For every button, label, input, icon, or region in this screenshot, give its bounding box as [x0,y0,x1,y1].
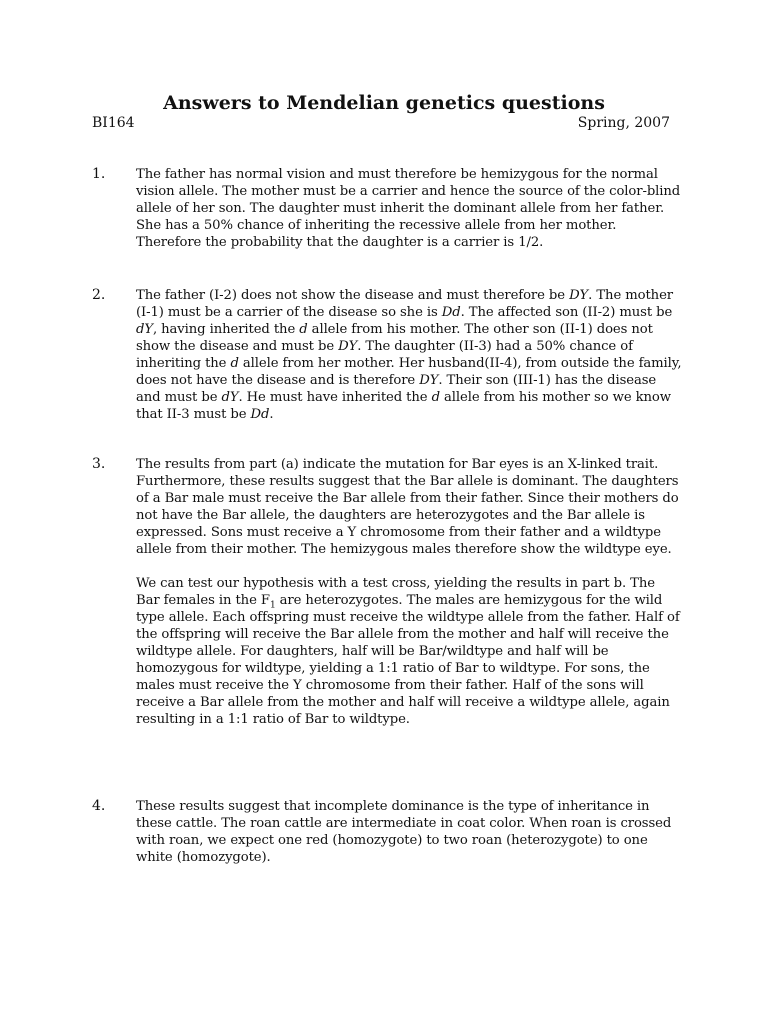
answer-2 [92,287,682,423]
genotype-text: d [230,356,239,371]
answer-paragraph [136,575,682,728]
course-code: BI164 [92,115,135,131]
paragraph-text: are heterozygotes. The males are hemizygous for the wild type allele. Each offspring must receive the wildtype allele from the father. Half of the offspring will receive the Bar allele from the mother and half will receive the wildtype allele. For daughters, half will be Bar/wildtype and half will be homozygous for wildtype, yielding a 1:1 ratio of Bar to wildtype. For sons, the males must receive the Y chromosome from their father. Half of the sons will receive a Bar allele from the mother and half will receive a wildtype allele, again resulting in a 1:1 ratio of Bar to wildtype. [136,593,680,727]
subscript-text: 1 [269,600,276,611]
paragraph-text: The father has normal vision and must therefore be hemizygous for the normal vision allele. The mother must be a carrier and hence the source of the color-blind allele of her son. The daughter must inherit the dominant allele from her father. She has a 50% chance of inheriting the recessive allele from her mother. Therefore the probability that the daughter is a carrier is 1/2. [136,167,681,250]
genotype-text: DY [338,339,358,354]
paragraph-text: , having inherited the [152,322,300,337]
answer-1 [92,166,682,251]
answer-paragraph [136,456,682,558]
page-title: Answers to Mendelian genetics questions [163,92,605,114]
answer-paragraph [136,798,682,866]
answer-number: 2. [92,287,106,303]
paragraph-text: . The affected son (II-2) must be [460,305,673,320]
answer-number: 1. [92,166,106,182]
answer-4 [92,798,682,866]
answer-number: 4. [92,798,106,814]
answer-paragraph [136,287,682,423]
answer-3 [92,456,682,728]
genotype-text: d [299,322,308,337]
genotype-text: dY [136,322,153,337]
paragraph-text: . He must have inherited the [238,390,432,405]
paragraph-text: These results suggest that incomplete dominance is the type of inheritance in these cattle. The roan cattle are intermediate in coat color. When roan is crossed with roan, we expect one red (homozygote) to two roan (heterozygote) to one white (homozygote). [136,799,672,865]
paragraph-text: . The mother (I-1) must be a carrier of the disease so she is [136,288,673,320]
paragraph-text: . The daughter (II-3) had a 50% chance of inheriting the [136,339,633,371]
term-date: Spring, 2007 [577,115,670,131]
paragraph-text: The father (I-2) does not show the disease and must therefore be [136,288,570,303]
answer-number: 3. [92,456,106,472]
genotype-text: Dd [441,305,461,320]
answer-paragraph [136,166,682,251]
paragraph-text: We can test our hypothesis with a test cross, yielding the results in part b. The Bar females in the F [136,576,655,608]
genotype-text: Dd [250,407,270,422]
genotype-text: DY [569,288,589,303]
paragraph-text: . Their son (III-1) has the disease and must be [136,373,657,405]
paragraph-text: allele from his mother so we know that II-3 must be [136,390,671,422]
genotype-text: dY [221,390,239,405]
paragraph-text: . [269,407,274,422]
paragraph-text: The results from part (a) indicate the mutation for Bar eyes is an X-linked trait. Furthermore, these results suggest that the Bar allele is dominant. The daughters of a Bar male must receive the Bar allele from their father. Since their mothers do not have the Bar allele, the daughters are heterozygotes and the Bar allele is expressed. Sons must receive a Y chromosome from their father and a wildtype allele from their mother. The hemizygous males therefore show the wildtype eye. [136,457,679,557]
genotype-text: DY [419,373,439,388]
paragraph-text: allele from his mother. The other son (II-1) does not show the disease and must be [136,322,653,354]
paragraph-text: allele from her mother. Her husband(II-4), from outside the family, does not have the disease and is therefore [136,356,682,388]
genotype-text: d [431,390,440,405]
